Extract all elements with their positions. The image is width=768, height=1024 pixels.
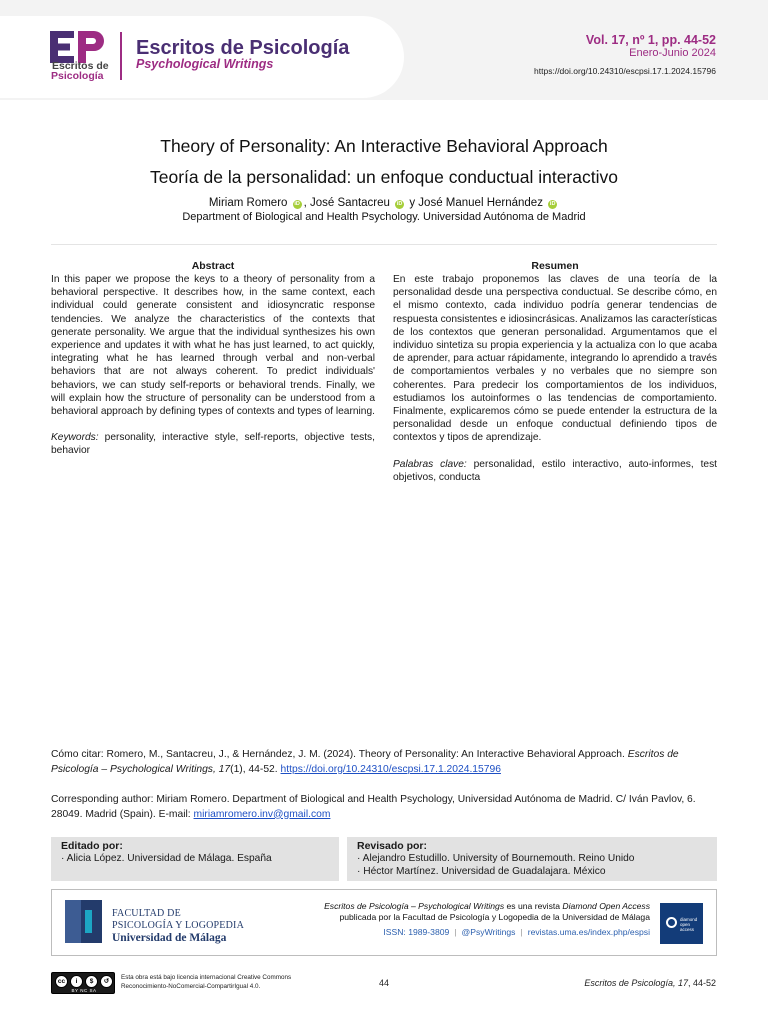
diamond-open-access-badge bbox=[660, 903, 703, 944]
publisher-links: ISSN: 1989-3809 | @PsyWritings | revistas.uma.es/index.php/espsi bbox=[383, 927, 650, 937]
author-name: José Santacreu bbox=[310, 197, 390, 209]
logo-word-escritos: Escritos de bbox=[52, 60, 109, 72]
citation-issue: (1), 44-52. bbox=[230, 763, 278, 775]
editor-item: · Alicia López. Universidad de Málaga. España bbox=[61, 853, 272, 864]
cc-icon: cc bbox=[55, 975, 68, 988]
doa-badge-word: access bbox=[680, 927, 695, 932]
uma-logo-shade bbox=[65, 900, 81, 943]
orcid-icon[interactable]: iD bbox=[549, 201, 556, 207]
abstract-section bbox=[51, 259, 375, 458]
cc-nc-icon: $ bbox=[85, 975, 98, 988]
author-joiner: y bbox=[409, 197, 416, 209]
publisher-faculty-line: publicada por la Facultad de Psicología y Logopedia de la Universidad de Málaga bbox=[339, 912, 650, 922]
publisher-statement bbox=[324, 901, 650, 912]
doa-badge-text bbox=[680, 917, 697, 932]
publisher-box bbox=[51, 889, 717, 956]
author-name: José Manuel Hernández bbox=[418, 197, 543, 209]
reviewers-box bbox=[347, 837, 717, 881]
footer-journal-name: Escritos de Psicología, 17 bbox=[584, 978, 688, 988]
citation-doi-link[interactable]: https://doi.org/10.24310/escpsi.17.1.2024.15796 bbox=[280, 763, 501, 775]
reviewers-heading: Revisado por: bbox=[357, 840, 428, 852]
diamond-oa-italic: Diamond Open Access bbox=[562, 901, 650, 911]
volume-info: Vol. 17, nº 1, pp. 44-52 bbox=[585, 33, 716, 47]
journal-site-link[interactable]: revistas.uma.es/index.php/espsi bbox=[527, 927, 650, 937]
uma-logo-accent bbox=[85, 910, 92, 933]
issue-date: Enero-Junio 2024 bbox=[629, 47, 716, 59]
footer-journal-ref bbox=[584, 978, 716, 989]
uma-faculty-line1: FACULTAD DE bbox=[112, 908, 181, 919]
keywords-text: personality, interactive style, self-reports, objective tests, behavior bbox=[51, 432, 375, 457]
author-name: Miriam Romero bbox=[208, 197, 288, 209]
reviewer-item: · Héctor Martínez. Universidad de Guadalajara. México bbox=[357, 865, 606, 877]
header-doi[interactable]: https://doi.org/10.24310/escpsi.17.1.2024.15796 bbox=[534, 66, 716, 76]
keywords-label: Keywords: bbox=[51, 432, 99, 444]
abstract-text: In this paper we propose the keys to a theory of personality from a behavioral perspective. It describes how, in the same context, each individual could generate consistent and idiosyncratic response tendencies. We analyze the characteristics of the contexts that generate personality. We argue that the individual synthesizes his own experience and updates it with what he has just learned, to act quickly, integrating what he has learned through verbal and non-verbal behaviors that are not always coherent. To predict individuals' behaviors, we can study self-reports or behavioral trends. Finally, we will explain how the structure of personality can be understood from a behavioral approach by defining types of contexts and types of learning. bbox=[51, 274, 375, 418]
resumen-keywords bbox=[393, 458, 717, 484]
journal-name-italic: Escritos de Psicología – Psychological Writings bbox=[324, 901, 505, 911]
twitter-link[interactable]: @PsyWritings bbox=[461, 927, 516, 937]
editors-heading: Editado por: bbox=[61, 840, 123, 852]
cc-by-icon: i bbox=[70, 975, 83, 988]
palabras-clave-text: personalidad, estilo interactivo, auto-informes, test objetivos, conducta bbox=[393, 458, 717, 483]
logo-separator bbox=[120, 32, 122, 80]
footer-pages: , 44-52 bbox=[687, 978, 716, 988]
how-to-cite bbox=[51, 748, 717, 777]
corresponding-author bbox=[51, 793, 717, 822]
resumen-text: En este trabajo proponemos las claves de una teoría de la personalidad desde una perspectiva conductual. Se describe cómo, en el mismo contexto, cada individuo podría generar tendencias de respuesta consistentes e idiosincrásicas. Analizamos las características de los contextos que generan personalidad. Argumentamos que el individuo sintetiza su propia experiencia y la actualiza con lo que acaba de aprender, para actuar rápidamente, integrando lo aprendido a través de comportamientos verbales y no verbales que no siempre son coherentes. Para predecir los comportamientos de los individuos, estudiamos los autoinformes o las tendencias de comportamiento. Finalmente, explicaremos cómo se puede entender la estructura de la personalidad desde un enfoque conductual definiendo tipos de contextos y tipos de aprendizaje. bbox=[393, 274, 717, 444]
journal-subtitle: Psychological Writings bbox=[136, 57, 274, 71]
orcid-icon[interactable]: iD bbox=[294, 201, 300, 207]
doa-badge-word: open bbox=[680, 922, 691, 927]
doa-badge-word: diamond bbox=[680, 917, 698, 922]
email-link[interactable]: miriamromero.inv@gmail.com bbox=[193, 808, 331, 820]
open-access-icon bbox=[666, 917, 677, 928]
citation-journal: Escritos de Psicología – Psychological Writings, 17 bbox=[51, 749, 679, 775]
logo-word-psicologia: Psicología bbox=[51, 70, 104, 82]
cc-label: BY NC SA bbox=[71, 988, 97, 993]
journal-title: Escritos de Psicología bbox=[136, 37, 350, 59]
page-number: 44 bbox=[378, 978, 389, 988]
statement-mid: es una revista bbox=[504, 901, 563, 911]
license-line2: Reconocimiento-NoComercial-CompartirIgual 4.0. bbox=[121, 983, 261, 990]
palabras-clave-label: Palabras clave: bbox=[393, 458, 467, 470]
reviewer-item: · Alejandro Estudillo. University of Bournemouth. Reino Unido bbox=[357, 853, 635, 864]
orcid-icon[interactable]: iD bbox=[396, 201, 403, 207]
author-list: Miriam Romero iD , José Santacreu iD y José Manuel Hernández iD bbox=[208, 197, 556, 209]
license-line1: Esta obra está bajo licencia internacional Creative Commons bbox=[121, 974, 292, 981]
journal-logo-icon bbox=[50, 31, 106, 63]
resumen-section bbox=[393, 259, 717, 484]
correspondence-text: Corresponding author: Miriam Romero. Department of Biological and Health Psychology, Universidad Autónoma de Madrid. C/ Iván Pavlov, 6. 28049. Madrid (Spain). E-mail: bbox=[51, 794, 696, 820]
citation-prefix: Cómo citar: Romero, M., Santacreu, J., & Hernández, J. M. (2024). Theory of Personality: An Interactive Behavioral Approach. bbox=[51, 749, 625, 760]
uma-faculty-line2: PSICOLOGÍA Y LOGOPEDIA bbox=[112, 920, 244, 931]
article-title-spanish: Teoría de la personalidad: un enfoque conductual interactivo bbox=[150, 167, 618, 187]
abstract-heading: Abstract bbox=[191, 260, 235, 272]
abstract-keywords bbox=[51, 431, 375, 457]
issn: ISSN: 1989-3809 bbox=[383, 927, 450, 937]
affiliation: Department of Biological and Health Psychology. Universidad Autónoma de Madrid bbox=[182, 211, 586, 223]
editors-box bbox=[51, 837, 339, 881]
uma-university-name: Universidad de Málaga bbox=[112, 932, 227, 944]
resumen-heading: Resumen bbox=[531, 260, 579, 272]
cc-sa-icon: ↺ bbox=[100, 975, 113, 988]
divider bbox=[51, 244, 717, 245]
article-title-english: Theory of Personality: An Interactive Behavioral Approach bbox=[160, 136, 608, 156]
